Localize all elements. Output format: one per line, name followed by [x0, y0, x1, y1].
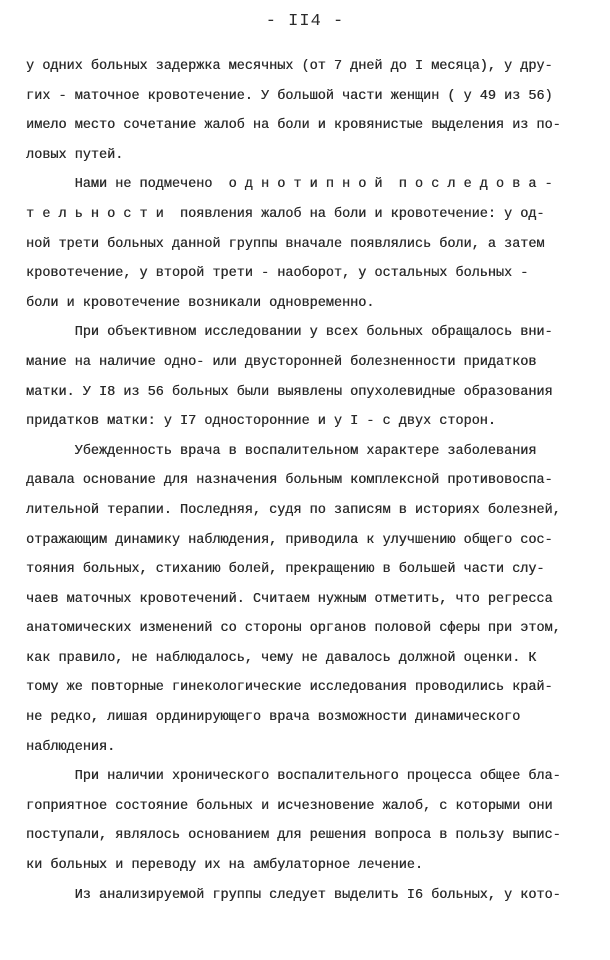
text-line: поступали, являлось основанием для решения вопроса в пользу выпис- — [26, 828, 561, 844]
text-line: как правило, не наблюдалось, чему не давалось должной оценки. К — [26, 650, 537, 666]
text-line: у одних больных задержка месячных (от 7 дней до I месяца), у дру- — [26, 59, 553, 74]
text-line: матки. У I8 из 56 больных были выявлены опухолевидные образования — [26, 384, 553, 400]
text-line: не редко, лишая ординирующего врача возможности динамического — [26, 710, 521, 726]
text-line: При наличии хронического воспалительного процесса общее бла- — [26, 769, 561, 785]
text-line: тому же повторные гинекологические исследования проводились край- — [26, 680, 553, 696]
text-line: кровотечение, у второй трети - наоборот, у остальных больных - — [26, 266, 529, 282]
text-line: При объективном исследовании у всех больных обращалось вни- — [26, 325, 553, 341]
text-line: придатков матки: у I7 односторонние и у I - с двух сторон. — [26, 414, 496, 430]
text-line: давала основание для назначения больным комплексной противовоспа- — [26, 473, 553, 489]
text-line: лительной терапии. Последняя, судя по записям в историях болезней, — [26, 502, 561, 518]
text-line: Из анализируемой группы следует выделить I6 больных, у кото- — [26, 887, 561, 903]
text-line: анатомических изменений со стороны органов половой сферы при этом, — [26, 621, 561, 637]
text-line: т е л ь н о с т и появления жалоб на боли и кровотечение: у од- — [26, 206, 545, 222]
text-line: отражающим динамику наблюдения, приводила к улучшению общего сос- — [26, 532, 553, 548]
text-line: Убежденность врача в воспалительном характере заболевания — [26, 443, 537, 459]
body-text — [26, 52, 588, 910]
text-line: гих - маточное кровотечение. У большой части женщин ( у 49 из 56) — [26, 88, 553, 104]
text-line: мание на наличие одно- или двусторонней болезненности придатков — [26, 354, 537, 370]
text-line: боли и кровотечение возникали одновременно. — [26, 295, 375, 311]
text-line: ной трети больных данной группы вначале появлялись боли, а затем — [26, 236, 545, 252]
text-line: Нами не подмечено о д н о т и п н о й п о с л е д о в а - — [26, 177, 553, 193]
text-line: наблюдения. — [26, 739, 116, 755]
text-line: имело место сочетание жалоб на боли и кровянистые выделения из по- — [26, 118, 561, 134]
text-line: чаев маточных кровотечений. Считаем нужным отметить, что регресса — [26, 591, 553, 607]
page-number: - II4 - — [265, 12, 345, 31]
text-line: тояния больных, стиханию болей, прекращению в большей части слу- — [26, 562, 545, 578]
text-line: гоприятное состояние больных и исчезновение жалоб, с которыми они — [26, 798, 553, 814]
text-line: ловых путей. — [26, 147, 124, 163]
text-line: ки больных и переводу их на амбулаторное лечение. — [26, 858, 423, 874]
